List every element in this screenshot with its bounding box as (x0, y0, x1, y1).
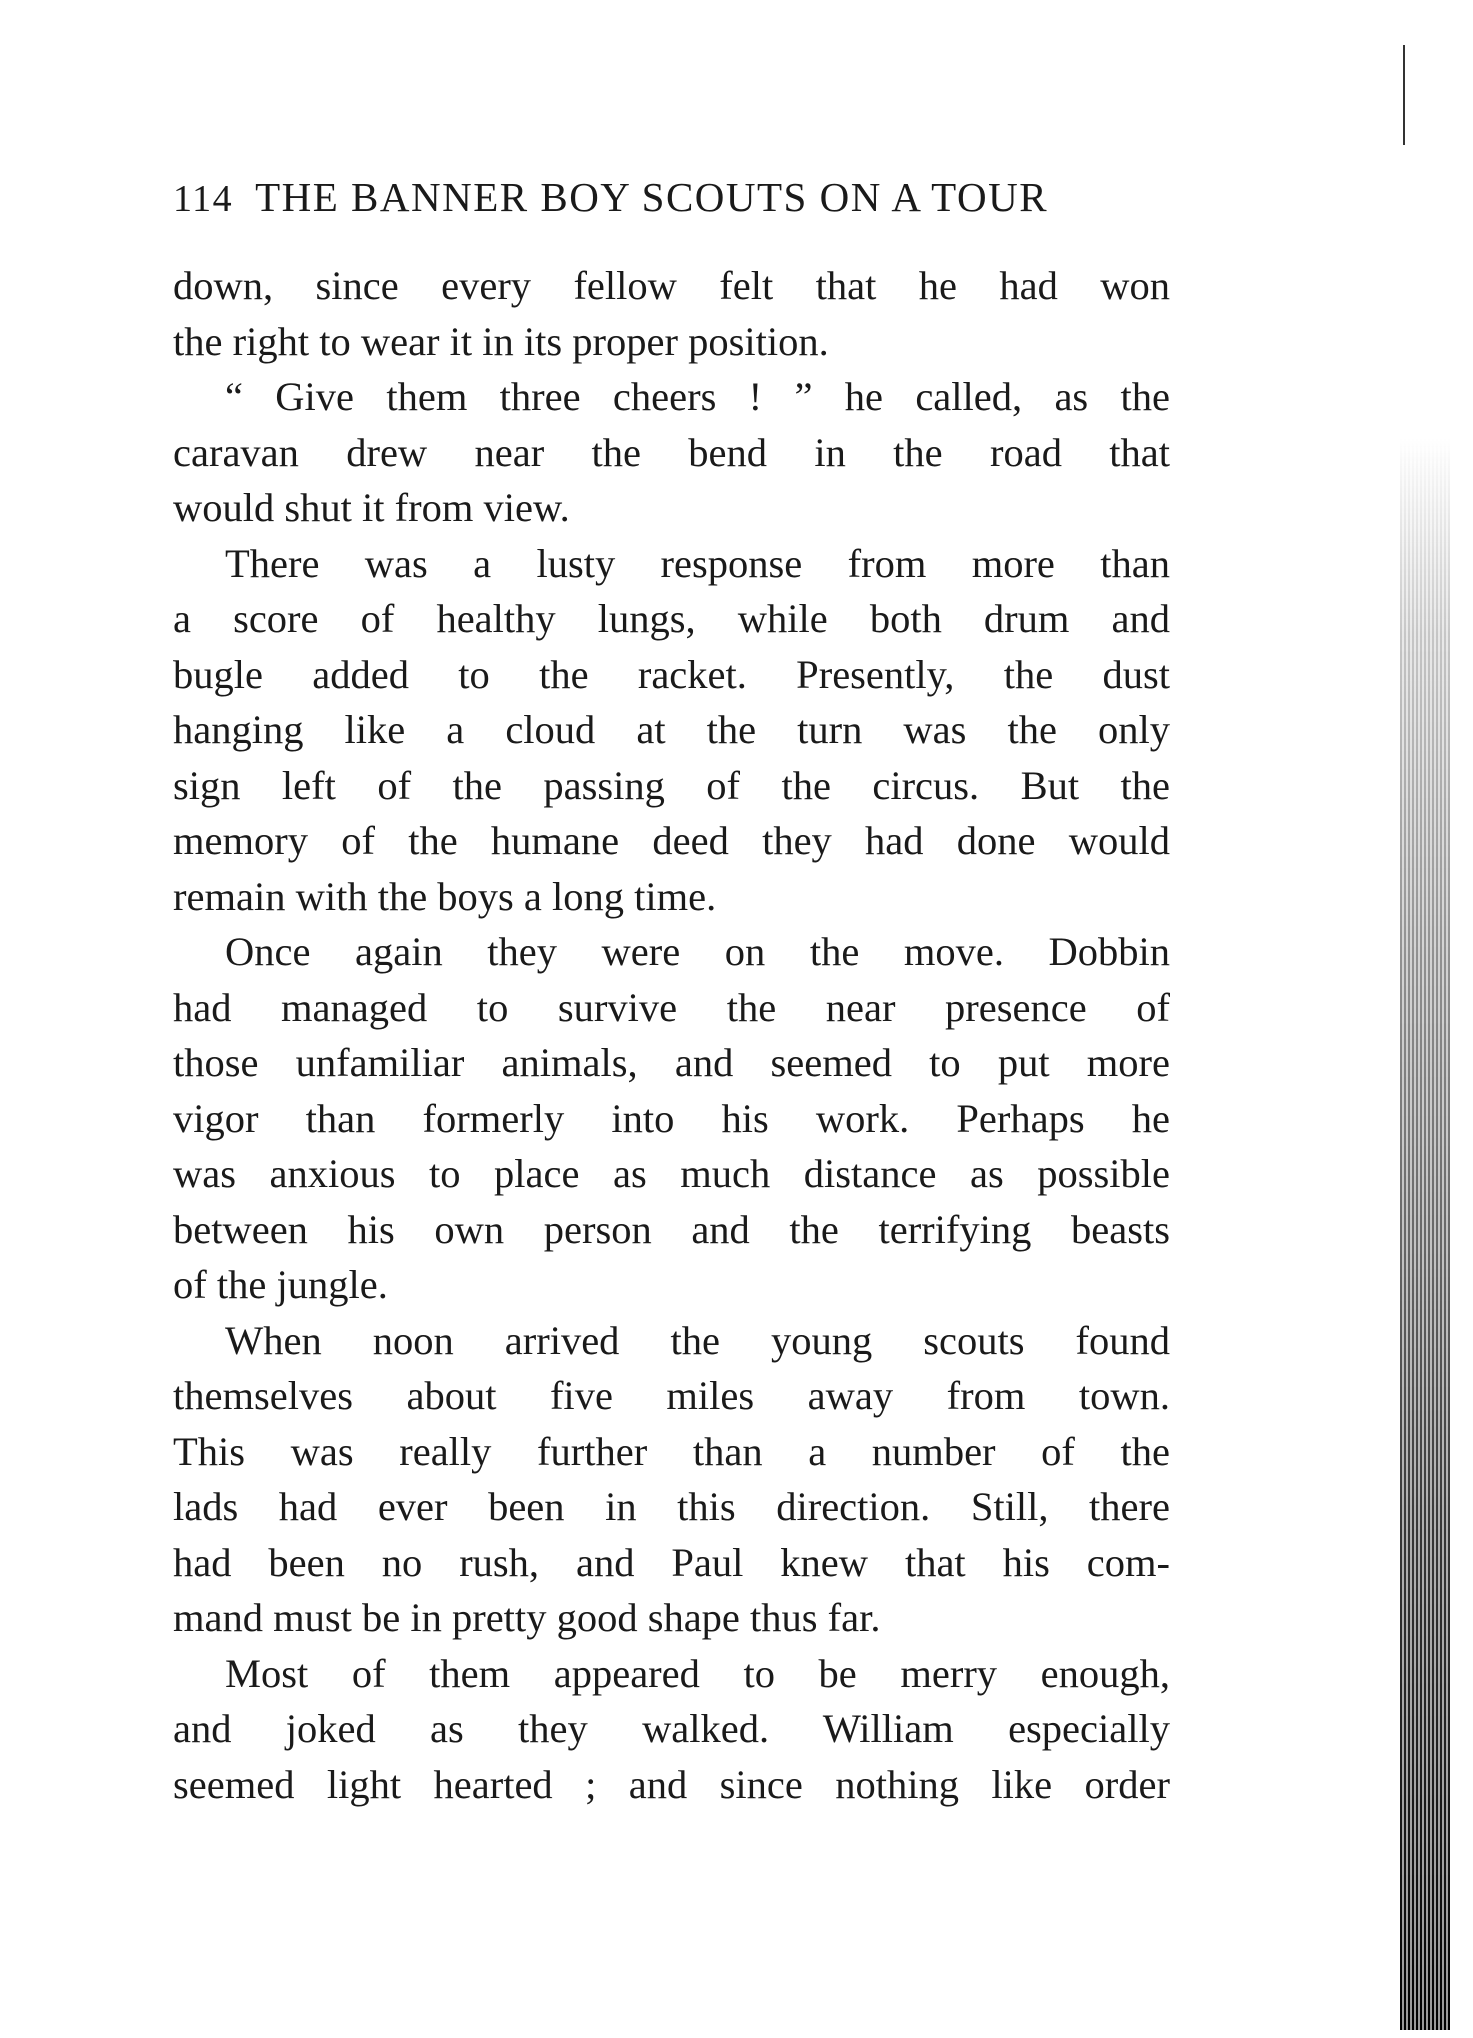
text-line: and joked as they walked. William especially (173, 1706, 1170, 1751)
running-title: THE BANNER BOY SCOUTS ON A TOUR (255, 174, 1049, 220)
paragraph (173, 536, 1170, 925)
text-line: There was a lusty response from more than (225, 540, 1170, 586)
text-line: themselves about five miles away from town. (173, 1373, 1170, 1418)
text-line: Once again they were on the move. Dobbin (225, 929, 1170, 974)
text-line: between his own person and the terrifying beasts (173, 1206, 1170, 1252)
text-line: had managed to survive the near presence of (173, 984, 1170, 1030)
paragraph (173, 924, 1170, 1313)
text-line: seemed light hearted ; and since nothing like order (173, 1761, 1170, 1807)
text-line: those unfamiliar animals, and seemed to put more (173, 1040, 1170, 1085)
page-number: 114 (173, 178, 234, 220)
text-line: was anxious to place as much distance as possible (173, 1151, 1170, 1196)
paragraph (173, 258, 1170, 369)
text-line: a score of healthy lungs, while both drum and (173, 596, 1170, 641)
text-line: sign left of the passing of the circus. But the (173, 762, 1170, 808)
text-line: hanging like a cloud at the turn was the only (173, 707, 1170, 752)
text-line: had been no rush, and Paul knew that his com- (173, 1539, 1170, 1585)
text-line: This was really further than a number of the (173, 1428, 1170, 1474)
text-line: When noon arrived the young scouts found (225, 1317, 1170, 1363)
paragraph (173, 369, 1170, 536)
text-line: vigor than formerly into his work. Perhaps he (173, 1095, 1170, 1141)
text-line: memory of the humane deed they had done would (173, 818, 1170, 863)
text-line: bugle added to the racket. Presently, the dust (173, 651, 1170, 697)
page-edge-line (1403, 45, 1405, 145)
text-line: caravan drew near the bend in the road that (173, 429, 1170, 475)
paragraph (173, 1646, 1170, 1813)
paragraph (173, 1313, 1170, 1646)
scanned-page-edge (1400, 40, 1450, 2030)
text-line: remain with the boys a long time. (173, 873, 717, 919)
text-line: mand must be in pretty good shape thus far. (173, 1595, 881, 1640)
running-head (173, 172, 1170, 224)
text-line: would shut it from view. (173, 485, 570, 530)
text-line: the right to wear it in its proper position. (173, 318, 829, 364)
text-line: of the jungle. (173, 1262, 388, 1307)
text-line: Most of them appeared to be merry enough, (225, 1650, 1170, 1696)
text-line: lads had ever been in this direction. Still, there (173, 1484, 1170, 1529)
text-line: down, since every fellow felt that he had won (173, 263, 1170, 308)
body-text (173, 258, 1170, 1812)
text-line: “ Give them three cheers ! ” he called, as the (225, 374, 1170, 419)
